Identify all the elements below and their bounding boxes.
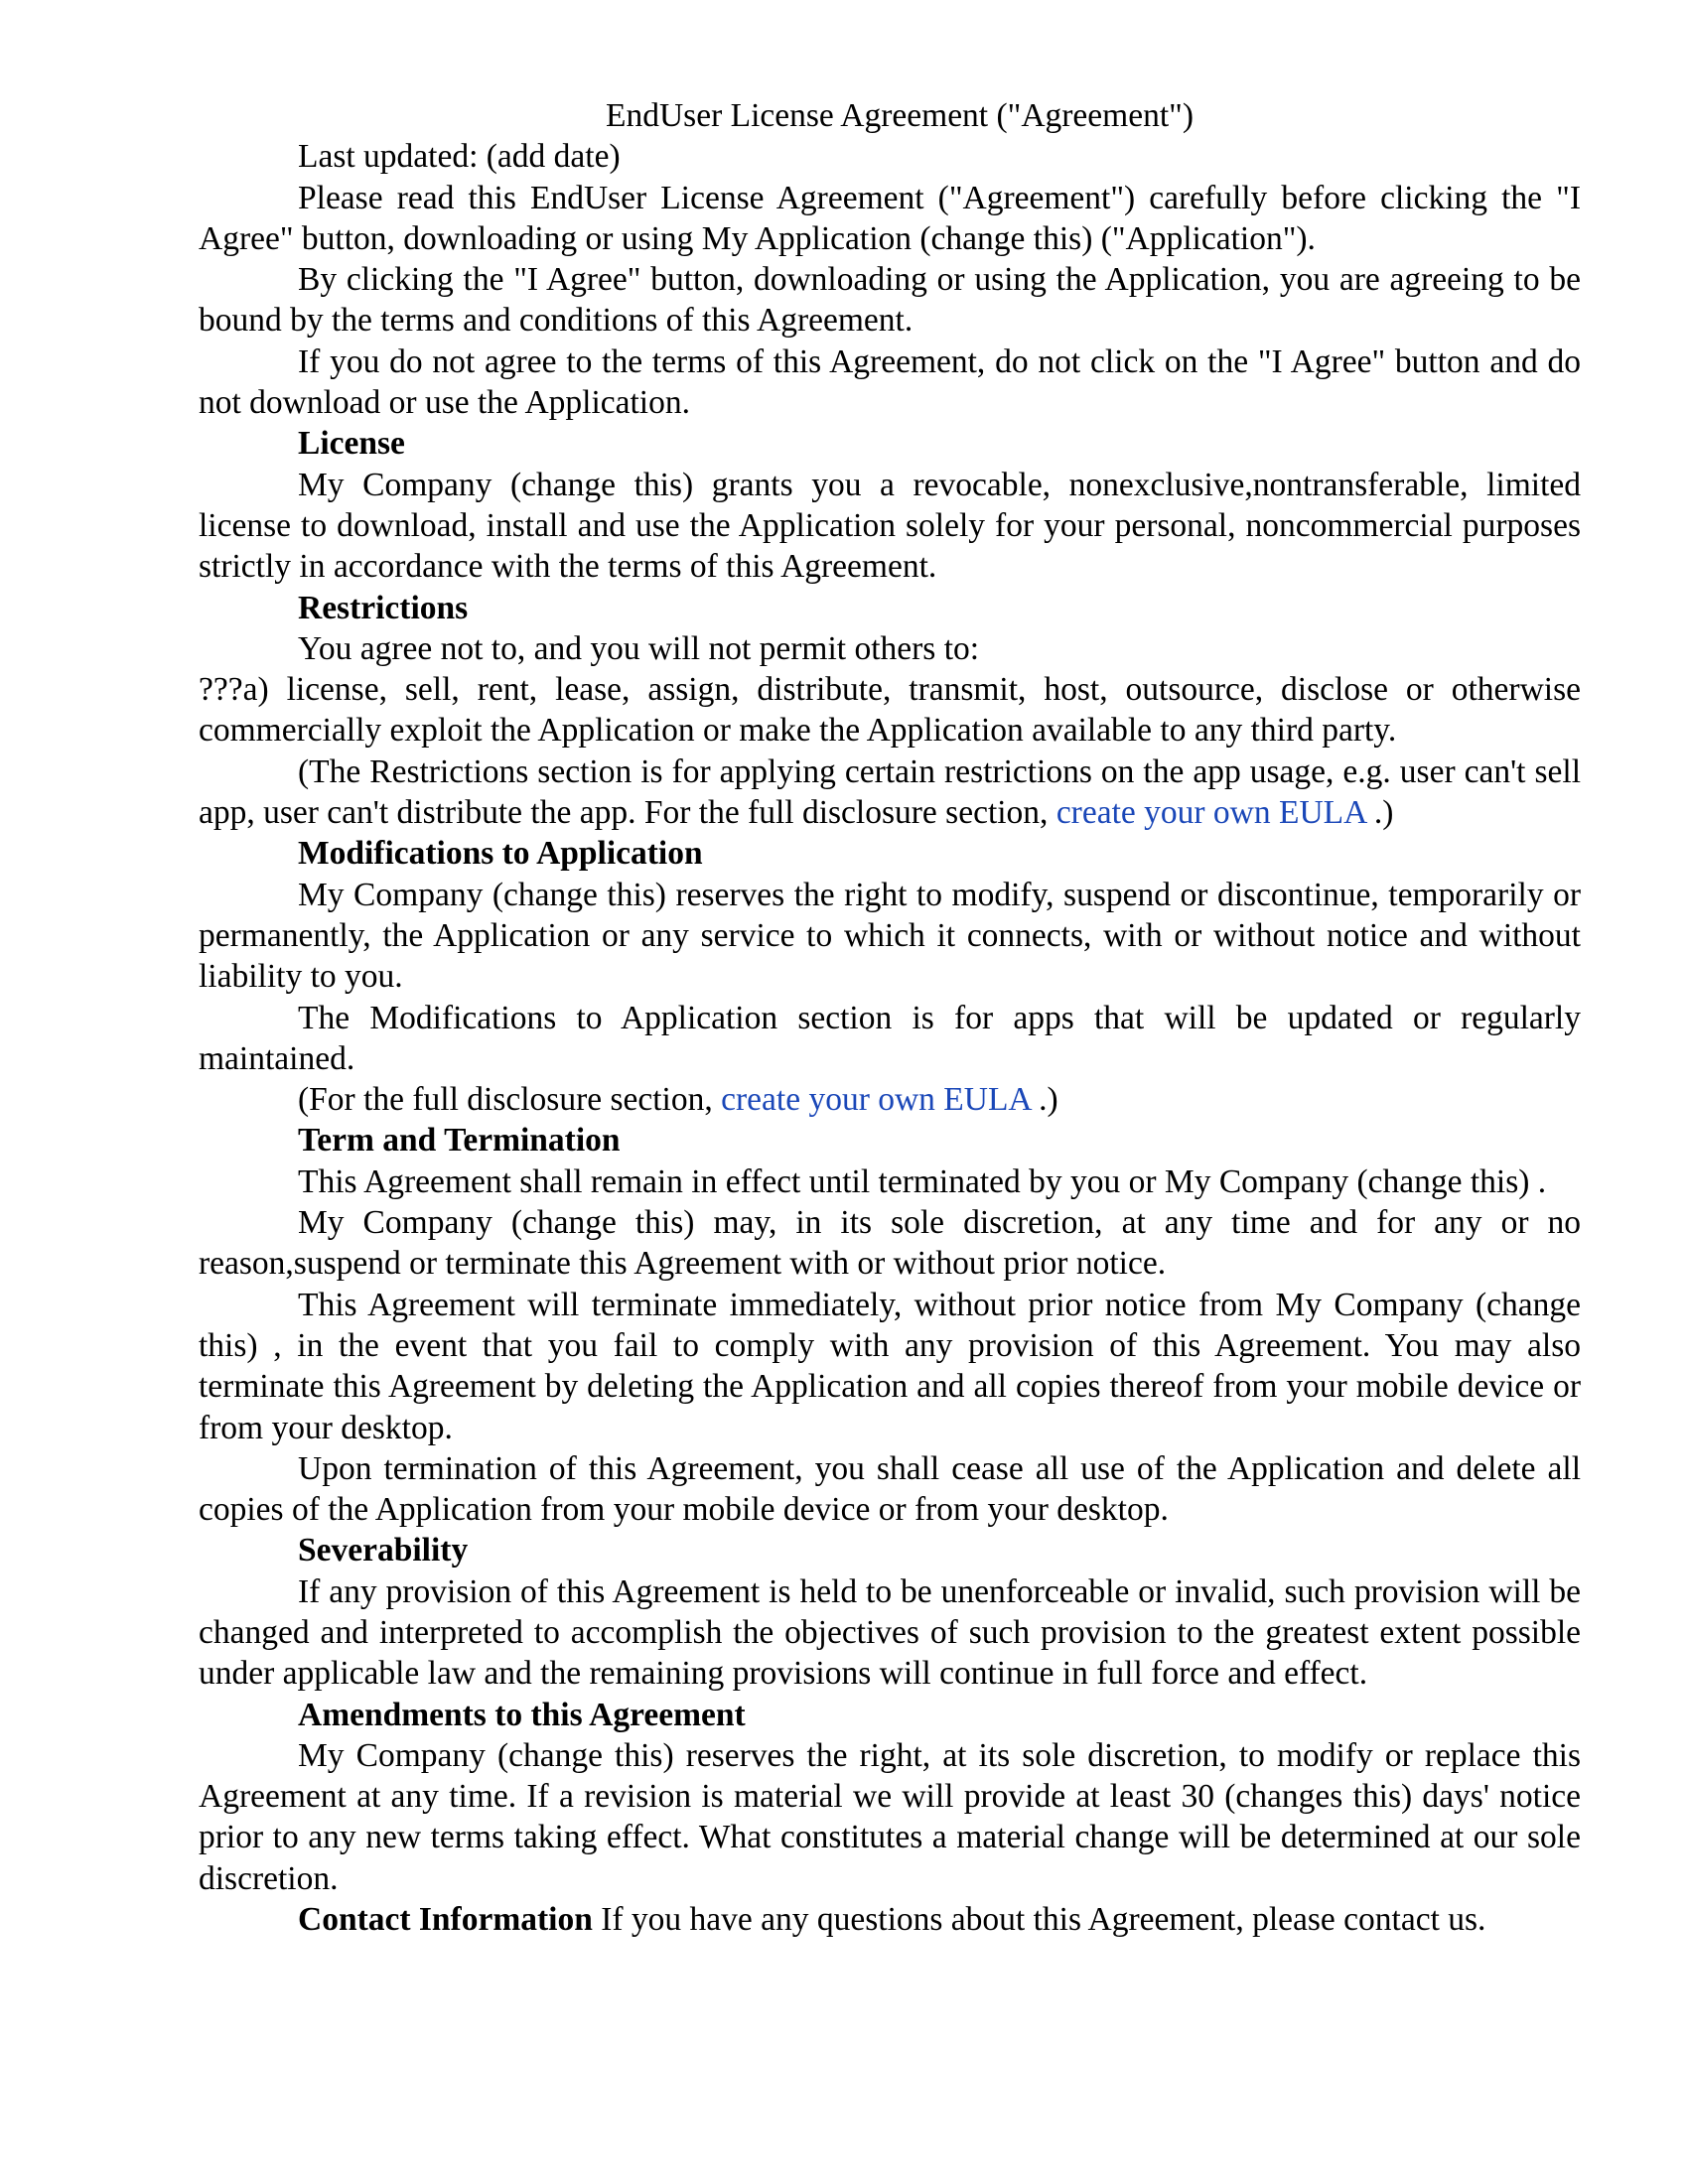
modifications-disclosure-text: (For the full disclosure section, bbox=[298, 1081, 722, 1119]
termination-paragraph: Upon termination of this Agreement, you shall cease all use of the Application and delete all copies of the Application from your mobile device or from your desktop. bbox=[199, 1449, 1581, 1529]
license-heading: License bbox=[298, 425, 405, 463]
severability-body: If any provision of this Agreement is held to be unenforceable or invalid, such provision will be changed and interpreted to accomplish the objectives of such provision to the greatest extent possible under applicable law and the remaining provisions will continue in full force and effect. bbox=[199, 1572, 1581, 1693]
modifications-note: The Modifications to Application section is for apps that will be updated or regularly maintained. bbox=[199, 999, 1581, 1077]
modifications-disclosure-end: .) bbox=[1030, 1081, 1058, 1119]
intro-paragraph: By clicking the "I Agree" button, downloading or using the Application, you are agreeing to be bound by the terms and conditions of this Agreement. bbox=[199, 261, 1581, 340]
create-eula-link[interactable]: create your own EULA bbox=[721, 1081, 1031, 1119]
restrictions-note-text: (The Restrictions section is for applying certain restrictions on the app usage, e.g. user can't sell app, user can't distribute the app. For the full disclosure section, bbox=[199, 752, 1581, 832]
contact-body: If you have any questions about this Agreement, please contact us. bbox=[592, 1901, 1486, 1939]
contact-paragraph bbox=[199, 1899, 1581, 1940]
amendments-heading: Amendments to this Agreement bbox=[298, 1696, 746, 1733]
modifications-heading: Modifications to Application bbox=[298, 835, 703, 873]
restrictions-intro: You agree not to, and you will not permit others to: bbox=[298, 629, 980, 667]
intro-paragraph: Please read this EndUser License Agreement ("Agreement") carefully before clicking the "I Agree" button, downloading or using My Application (change this) ("Application"). bbox=[199, 179, 1581, 257]
intro-paragraph: If you do not agree to the terms of this Agreement, do not click on the "I Agree" button and do not download or use the Application. bbox=[199, 342, 1581, 422]
termination-paragraph: My Company (change this) may, in its sole discretion, at any time and for any or no reason,suspend or terminate this Agreement with or without prior notice. bbox=[199, 1204, 1581, 1283]
termination-heading: Term and Termination bbox=[298, 1122, 621, 1160]
restrictions-heading: Restrictions bbox=[298, 589, 469, 626]
restrictions-note-end: .) bbox=[1365, 794, 1394, 832]
amendments-body: My Company (change this) reserves the right, at its sole discretion, to modify or replace this Agreement at any time. If a revision is material we will provide at least 30 (changes this) days' notice prior to any new terms taking effect. What constitutes a material change will be determined at our sole discretion. bbox=[199, 1736, 1581, 1897]
document-title: EndUser License Agreement ("Agreement") bbox=[606, 97, 1194, 134]
modifications-body: My Company (change this) reserves the right to modify, suspend or discontinue, temporarily or permanently, the Application or any service to which it connects, with or without notice and without liability to you. bbox=[199, 876, 1581, 996]
last-updated: Last updated: (add date) bbox=[298, 138, 621, 176]
eula-document bbox=[199, 95, 1581, 1940]
termination-paragraph: This Agreement shall remain in effect until terminated by you or My Company (change this) . bbox=[298, 1162, 1547, 1200]
create-eula-link[interactable]: create your own EULA bbox=[1055, 794, 1366, 832]
termination-paragraph: This Agreement will terminate immediately, without prior notice from My Company (change this) , in the event that you fail to comply with any provision of this Agreement. You may also terminate this Agreement by deleting the Application and all copies thereof from your mobile device or from your desktop. bbox=[199, 1286, 1581, 1446]
restrictions-note bbox=[199, 751, 1581, 834]
modifications-disclosure bbox=[199, 1079, 1581, 1120]
contact-heading: Contact Information bbox=[298, 1901, 593, 1939]
license-body: My Company (change this) grants you a revocable, nonexclusive,nontransferable, limited license to download, install and use the Application solely for your personal, noncommercial purposes strictly in accordance with the terms of this Agreement. bbox=[199, 466, 1581, 586]
restrictions-item-a: ???a) license, sell, rent, lease, assign, distribute, transmit, host, outsource, disclose or otherwise commercially exploit the Application or make the Application available to any third party. bbox=[199, 671, 1581, 750]
severability-heading: Severability bbox=[298, 1532, 469, 1570]
